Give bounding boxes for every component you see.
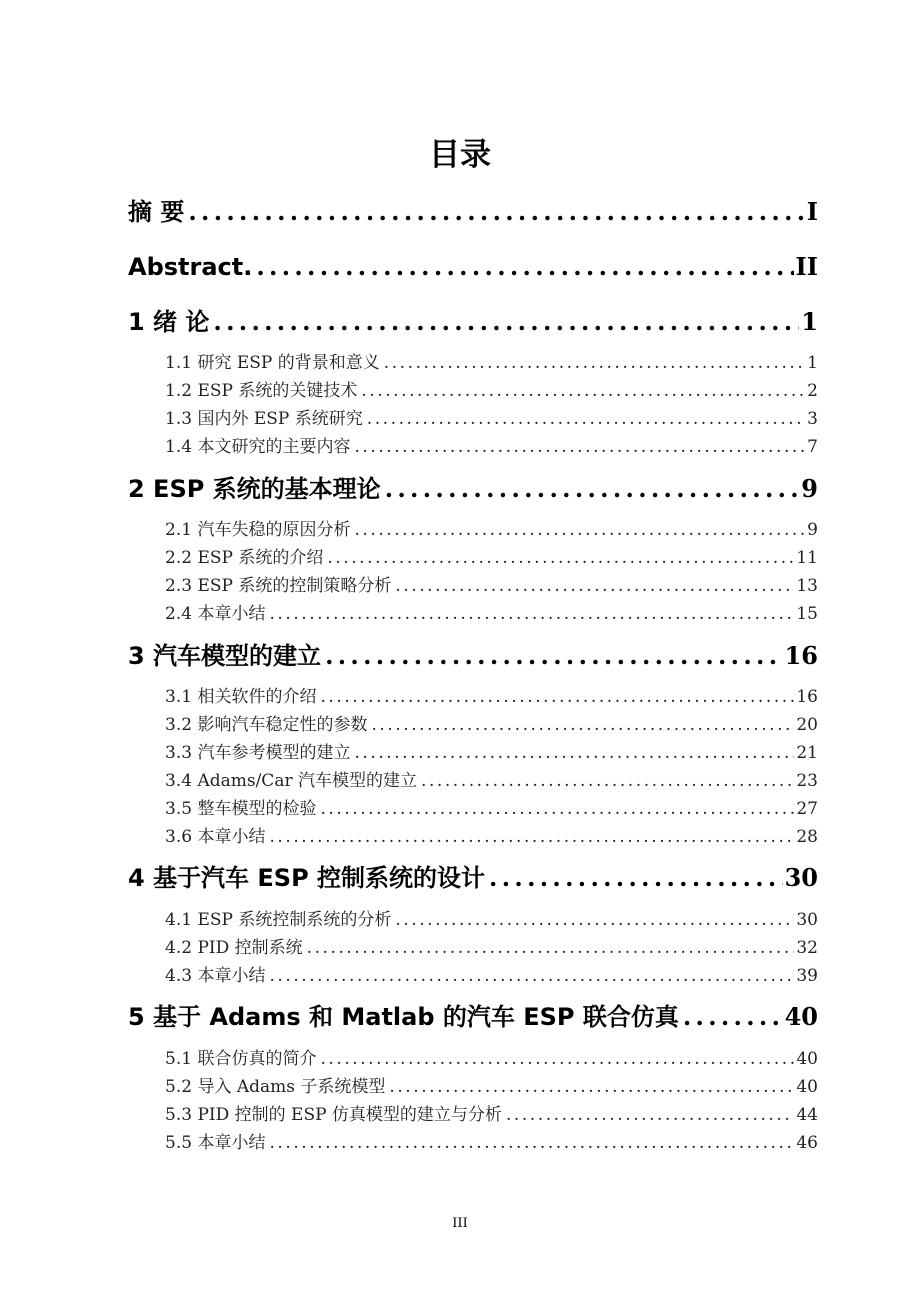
toc-entry-5-2[interactable]: [165, 1073, 818, 1101]
toc-page: 30: [784, 863, 818, 892]
toc-leader: [381, 469, 800, 509]
toc-page: 1: [801, 307, 818, 336]
toc-page: 28: [796, 827, 818, 847]
toc-leader: [679, 997, 783, 1037]
toc-label: 4 基于汽车 ESP 控制系统的设计: [128, 864, 486, 892]
toc-entry-4-2[interactable]: [165, 934, 818, 962]
toc-entry-3-5[interactable]: [165, 795, 818, 823]
toc-page: 20: [796, 715, 818, 735]
toc-entry-5-5[interactable]: [165, 1129, 818, 1157]
toc-entry-2-4[interactable]: [165, 600, 818, 628]
toc-entry-2-3[interactable]: [165, 572, 818, 600]
toc-label: 3 汽车模型的建立: [128, 642, 322, 670]
toc-label: 5.2 导入 Adams 子系统模型: [165, 1077, 386, 1097]
toc-entry-chapter-3[interactable]: [128, 636, 818, 676]
toc-label: 3.1 相关软件的介绍: [165, 687, 317, 707]
toc-label: 1.4 本文研究的主要内容: [165, 437, 351, 457]
toc-page: 40: [796, 1049, 818, 1069]
toc-entry-2-2[interactable]: [165, 544, 818, 572]
toc-leader: [380, 349, 805, 377]
toc-label: 3.3 汽车参考模型的建立: [165, 743, 351, 763]
toc-label: 2.3 ESP 系统的控制策略分析: [165, 576, 392, 596]
toc-label: 1.2 ESP 系统的关键技术: [165, 381, 358, 401]
toc-leader: [323, 544, 794, 572]
toc-page: 27: [796, 799, 818, 819]
toc-entry-5-1[interactable]: [165, 1045, 818, 1073]
toc-entry-3-6[interactable]: [165, 823, 818, 851]
toc-label: 5.1 联合仿真的简介: [165, 1049, 317, 1069]
toc-leader: [417, 767, 794, 795]
toc-leader: [265, 1129, 794, 1157]
toc-leader: [350, 516, 805, 544]
page-title: 目录: [429, 137, 491, 173]
toc-leader: [363, 405, 805, 433]
toc-page: 30: [796, 910, 818, 930]
toc-page: 3: [807, 409, 818, 429]
toc-page: 15: [796, 604, 818, 624]
toc-entry-chapter-2[interactable]: [128, 469, 818, 509]
toc-page: II: [795, 252, 818, 281]
toc-leader: [357, 377, 805, 405]
toc-label: 2.1 汽车失稳的原因分析: [165, 520, 351, 540]
toc-entry-3-1[interactable]: [165, 683, 818, 711]
toc-label: 摘 要: [128, 198, 185, 226]
toc-leader: [265, 600, 794, 628]
toc-page: 40: [796, 1077, 818, 1097]
toc-entry-3-2[interactable]: [165, 711, 818, 739]
toc-leader: [321, 636, 783, 676]
toc-label: 5.3 PID 控制的 ESP 仿真模型的建立与分析: [165, 1105, 502, 1125]
toc-entry-1-1[interactable]: [165, 349, 818, 377]
toc-page: 1: [807, 353, 818, 373]
toc-entry-2-1[interactable]: [165, 516, 818, 544]
toc-leader: [316, 1045, 794, 1073]
toc-page: 23: [796, 771, 818, 791]
toc-entry-chapter-5[interactable]: [128, 997, 818, 1037]
toc-page: 39: [796, 966, 818, 986]
toc-label: 1 绪 论: [128, 308, 210, 336]
toc-leader: [209, 302, 799, 342]
toc-entry-chapter-4[interactable]: [128, 858, 818, 898]
toc-entry-3-3[interactable]: [165, 739, 818, 767]
toc-page: 46: [796, 1133, 818, 1153]
toc-entry-1-3[interactable]: [165, 405, 818, 433]
toc-entry-4-3[interactable]: [165, 962, 818, 990]
toc-entry-abstract-cn[interactable]: [128, 192, 818, 232]
toc-leader: [252, 247, 793, 287]
toc-label: 5.5 本章小结: [165, 1133, 266, 1153]
toc-page: 7: [807, 437, 818, 457]
toc-label: 4.1 ESP 系统控制系统的分析: [165, 910, 392, 930]
toc-label: 3.2 影响汽车稳定性的参数: [165, 715, 368, 735]
toc-label: 3.6 本章小结: [165, 827, 266, 847]
toc-leader: [367, 711, 794, 739]
toc-leader: [265, 823, 794, 851]
toc-page: 32: [796, 938, 818, 958]
toc-label: 2.2 ESP 系统的介绍: [165, 548, 324, 568]
toc-leader: [502, 1101, 794, 1129]
toc-page: 40: [784, 1002, 818, 1031]
toc-leader: [316, 795, 794, 823]
toc-page: 11: [796, 548, 818, 568]
toc-leader: [391, 906, 794, 934]
toc-label: 5 基于 Adams 和 Matlab 的汽车 ESP 联合仿真: [128, 1003, 679, 1031]
toc-label: 4.2 PID 控制系统: [165, 938, 303, 958]
toc-page: 16: [796, 687, 818, 707]
toc-label: 1.1 研究 ESP 的背景和意义: [165, 353, 380, 373]
toc-leader: [350, 739, 794, 767]
toc-leader: [265, 962, 794, 990]
page-number: III: [452, 1216, 468, 1231]
toc-entry-3-4[interactable]: [165, 767, 818, 795]
toc-page: 9: [801, 474, 818, 503]
toc-leader: [391, 572, 794, 600]
toc-label: 2.4 本章小结: [165, 604, 266, 624]
toc-page: 21: [796, 743, 818, 763]
toc-page: 13: [796, 576, 818, 596]
toc-label: 4.3 本章小结: [165, 966, 266, 986]
toc-page: 44: [796, 1105, 818, 1125]
toc-page: I: [806, 197, 818, 226]
toc-page: 16: [784, 641, 818, 670]
toc-label: 3.5 整车模型的检验: [165, 799, 317, 819]
toc-leader: [350, 433, 805, 461]
toc-entry-chapter-1[interactable]: [128, 302, 818, 342]
toc-label: Abstract.: [128, 253, 253, 281]
toc-leader: [303, 934, 795, 962]
toc-label: 1.3 国内外 ESP 系统研究: [165, 409, 363, 429]
toc-entry-4-1[interactable]: [165, 906, 818, 934]
toc-leader: [385, 1073, 794, 1101]
toc-label: 2 ESP 系统的基本理论: [128, 475, 381, 503]
toc-leader: [485, 858, 783, 898]
toc-entry-1-4[interactable]: [165, 433, 818, 461]
toc-page: 9: [807, 520, 818, 540]
toc-entry-5-3[interactable]: [165, 1101, 818, 1129]
toc-label: 3.4 Adams/Car 汽车模型的建立: [165, 771, 417, 791]
toc-entry-1-2[interactable]: [165, 377, 818, 405]
toc-leader: [316, 683, 794, 711]
toc-leader: [184, 192, 804, 232]
toc-entry-abstract-en[interactable]: [128, 247, 818, 287]
toc-page: 2: [807, 381, 818, 401]
